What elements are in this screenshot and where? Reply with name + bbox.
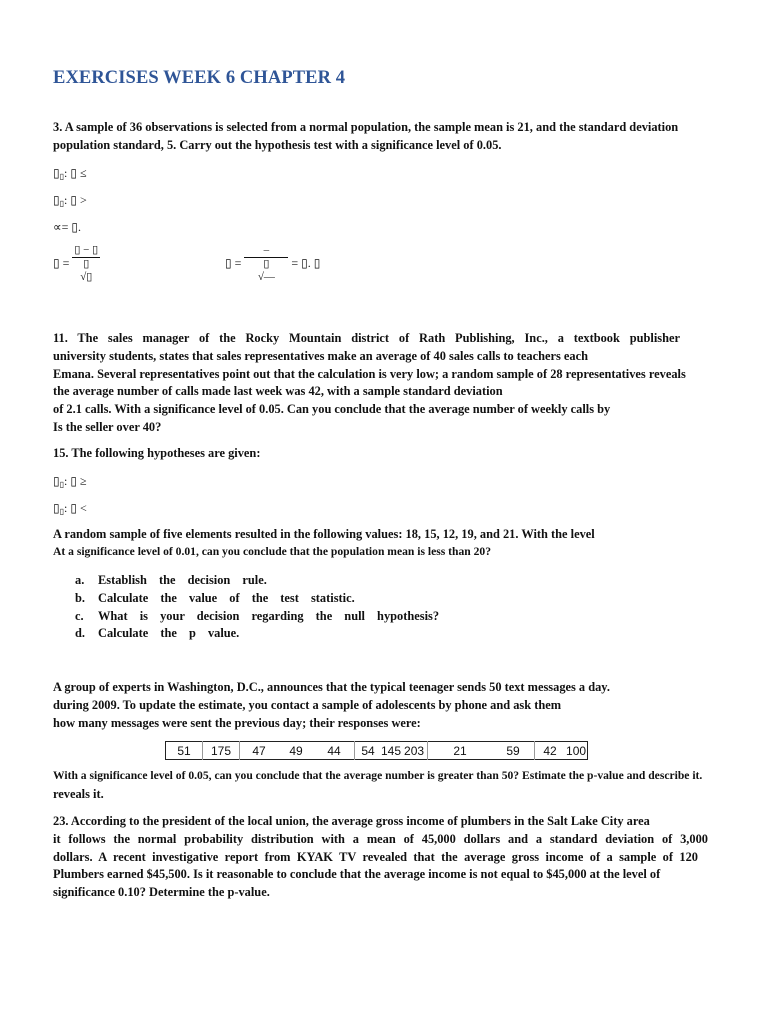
exercise-15-intro: 15. The following hypotheses are given: [53,446,261,460]
teen-exercise-line: during 2009. To update the estimate, you contact a sample of adolescents by phone and ask them [53,697,562,712]
exercise-11-line: Emana. Several representatives point out that the calculation is very low; a random sample of 28 representatives reveals [53,366,686,381]
list-item: d. Calculate the p value. [75,626,240,641]
exercise-23-line: significance 0.10? Determine the p-value. [53,885,270,900]
alt-hypothesis-3: $▯_▯$: ▯ > [53,193,87,208]
list-item: a. Establish the decision rule. [75,573,267,587]
list-item: b. Calculate the value of the test statistic. [75,590,355,605]
table-cell: 54 [361,743,375,758]
null-hypothesis-3: $▯_▯$: ▯ ≤ [53,166,87,181]
exercise-11-line: university students, states that sales representatives make an average of 40 sales calls to teachers each [53,348,589,363]
exercise-3-line: 3. A sample of 36 observations is selected from a normal population, the sample mean is 21, and the standard deviation [53,120,679,134]
exercise-23-line: 23. According to the president of the local union, the average gross income of plumbers in the Salt Lake City area [53,814,650,828]
exercise-11-text [53,330,733,437]
messages-data-table [165,741,588,760]
exercise-23-line: it follows the normal probability distribution with a mean of 45,000 dollars and a standard deviation of 3,000 [53,831,708,846]
exercise-3-line: population standard, 5. Carry out the hypothesis test with a significance level of 0.05. [53,137,502,152]
table-cell: 203 [401,742,428,760]
table-cell: 145 [381,743,402,758]
table-cell: 59 [492,742,535,760]
exercise-11-line: 11. The sales manager of the Rocky Mountain district of Rath Publishing, Inc., a textbook publisher [53,331,680,345]
formula-fraction: – ▯ √— [244,244,288,284]
table-cell: 47 [252,743,266,758]
exercise-3-text [53,119,733,155]
exercise-15-text: At a significance level of 0.01, can you conclude that the population mean is less than 20? [53,545,491,558]
exercise-23-line: Plumbers earned $45,500. Is it reasonable to conclude that the average income is not equal to $45,000 at the level of [53,867,661,882]
table-cell: 42 [543,743,557,758]
table-row [166,742,588,760]
teen-exercise-question: reveals it. [53,787,104,801]
table-cell: 175 [203,742,240,760]
alpha-level-3: ∝= ▯. [53,220,81,234]
table-cell: 51 [166,742,203,760]
test-statistic-formula: ▯ = ▯ − ▯ ▯ √▯ [53,244,99,283]
table-cell: 100 [566,743,587,758]
table-cell: 49 [289,743,303,758]
formula-fraction: ▯ − ▯ ▯ √▯ [74,244,99,283]
test-statistic-computed: ▯ = – ▯ √— = ▯. ▯ [225,244,321,283]
exercise-11-line: Is the seller over 40? [53,419,162,434]
teen-exercise-text [53,679,733,732]
alt-hypothesis-15: $▯_▯$: ▯ < [53,501,87,516]
exercise-11-line: of 2.1 calls. With a significance level of 0.05. Can you conclude that the average number of weekly calls by [53,402,611,417]
teen-exercise-line: how many messages were sent the previous day; their responses were: [53,715,421,730]
exercise-15-tasks [75,572,439,643]
teen-exercise-question: With a significance level of 0.05, can you conclude that the average number is greater than 50? Estimate the p-value and describe it. [53,769,703,782]
exercise-11-line: the average number of calls made last week was 42, with a sample standard deviation [53,384,503,399]
list-item: c. What is your decision regarding the null hypothesis? [75,608,440,623]
table-cell: 44 [314,742,355,760]
exercise-15-text: A random sample of five elements resulted in the following values: 18, 15, 12, 19, and 21. With the level [53,527,595,541]
table-cell: 21 [453,743,467,758]
exercise-23-text [53,813,733,902]
exercise-23-line: dollars. A recent investigative report from KYAK TV revealed that the average gross income of a sample of 120 [53,849,698,864]
page-title: EXERCISES WEEK 6 CHAPTER 4 [53,68,346,88]
null-hypothesis-15: $▯_▯$: ▯ ≥ [53,474,87,489]
teen-exercise-line: A group of experts in Washington, D.C., announces that the typical teenager sends 50 text messages a day. [53,680,610,694]
